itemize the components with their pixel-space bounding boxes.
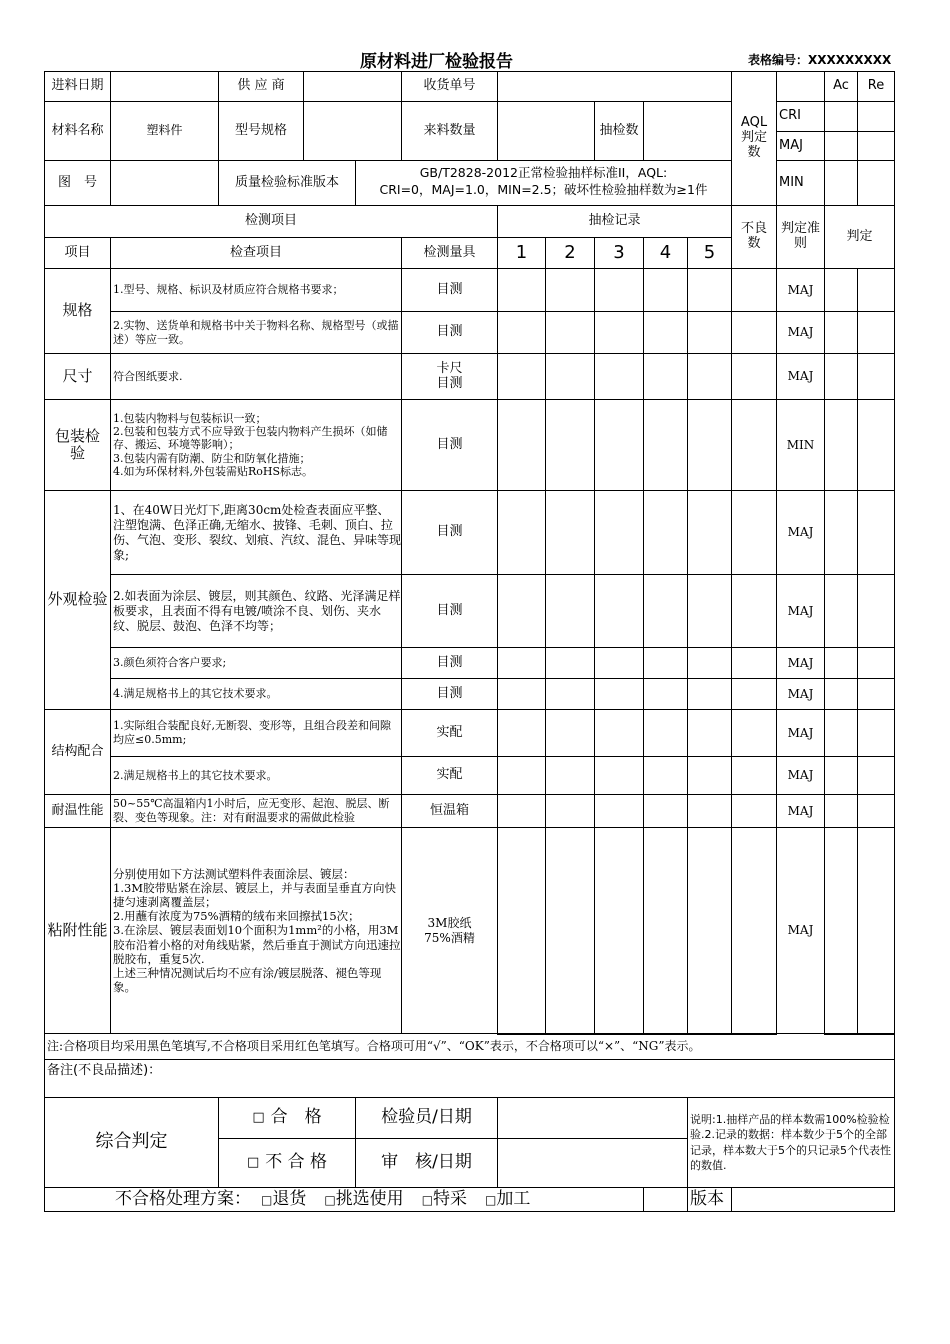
inspector-label: 检验员/日期 xyxy=(355,1097,498,1139)
criteria-cell: MAJ xyxy=(776,490,825,575)
sample-cell[interactable] xyxy=(687,353,732,400)
sample-cell[interactable] xyxy=(643,353,688,400)
sample-2-header: 2 xyxy=(545,237,595,269)
aql-blank xyxy=(776,71,825,102)
items-group-header: 检测项目 xyxy=(44,205,498,238)
sample-cell[interactable] xyxy=(594,678,644,710)
disposal-blank xyxy=(643,1187,688,1212)
sample-label: 抽检数 xyxy=(594,101,644,161)
sample-cell[interactable] xyxy=(545,709,595,757)
reviewer-value[interactable] xyxy=(497,1138,688,1188)
judge-cell[interactable] xyxy=(824,490,858,575)
sample-cell[interactable] xyxy=(497,756,546,795)
remark-label: 备注(不良品描述)： xyxy=(47,1063,162,1078)
sample-cell[interactable] xyxy=(497,647,546,679)
criteria-cell: MAJ xyxy=(776,756,825,795)
sample-cell[interactable] xyxy=(545,574,595,648)
judge-cell[interactable] xyxy=(857,647,895,679)
item-col-header: 项目 xyxy=(44,237,111,269)
judge-cell[interactable] xyxy=(857,574,895,648)
checkbox-icon: □ xyxy=(485,1192,497,1207)
judge-header: 判定 xyxy=(824,205,895,269)
pass-checkbox[interactable] xyxy=(218,1097,356,1139)
sample-cell[interactable] xyxy=(545,678,595,710)
min-re[interactable] xyxy=(857,160,895,206)
sample-cell[interactable] xyxy=(545,490,595,575)
drawing-label: 图 号 xyxy=(44,160,111,206)
sample-cell[interactable] xyxy=(687,794,732,828)
sample-3-header: 3 xyxy=(594,237,644,269)
sample-cell[interactable] xyxy=(497,678,546,710)
judge-cell[interactable] xyxy=(857,709,895,757)
sample-cell[interactable] xyxy=(594,399,644,491)
sample-cell[interactable] xyxy=(687,756,732,795)
sample-cell[interactable] xyxy=(497,794,546,828)
inspector-value[interactable] xyxy=(497,1097,688,1139)
sample-cell[interactable] xyxy=(687,574,732,648)
version-value[interactable] xyxy=(731,1187,895,1212)
check-col-header: 检查项目 xyxy=(110,237,402,269)
sample-cell[interactable] xyxy=(497,268,546,312)
min-ac[interactable] xyxy=(824,160,858,206)
judge-cell[interactable] xyxy=(824,756,858,795)
option-rework[interactable]: □加工 xyxy=(485,1188,531,1209)
cri-label: CRI xyxy=(776,101,825,132)
form-number: 表格编号：XXXXXXXXX xyxy=(748,53,892,67)
tool-col-header: 检测量具 xyxy=(401,237,498,269)
note-line: 注:合格项目均采用黑色笔填写,不合格项目采用红色笔填写。合格项可用“√”、“OK”表示，不合格项可以“×”、“NG”表示。 xyxy=(44,1033,895,1060)
material-label: 材料名称 xyxy=(44,101,111,161)
quantity-label: 来料数量 xyxy=(401,101,498,161)
check-item: 1.型号、规格、标识及材质应符合规格书要求； xyxy=(110,268,402,312)
sample-cell[interactable] xyxy=(687,311,732,354)
defect-count-cell[interactable] xyxy=(731,311,777,354)
material-value: 塑料件 xyxy=(110,101,219,161)
sample-cell[interactable] xyxy=(594,709,644,757)
sample-cell[interactable] xyxy=(594,756,644,795)
pass-label: 合 格 xyxy=(270,1107,322,1128)
sample-cell[interactable] xyxy=(594,490,644,575)
tool-cell: 实配 xyxy=(401,756,498,795)
check-item: 50~55℃高温箱内1小时后，应无变形、起泡、脱层、断裂、变色等现象。注：对有耐温要求的需做此检验 xyxy=(110,794,402,828)
supplier-value[interactable] xyxy=(303,71,402,102)
group-adhesion: 粘附性能 xyxy=(44,827,111,1034)
sample-cell[interactable] xyxy=(643,647,688,679)
defect-count-cell[interactable] xyxy=(731,827,777,1035)
reviewer-label: 审 核/日期 xyxy=(355,1138,498,1188)
sample-cell[interactable] xyxy=(497,490,546,575)
model-label: 型号规格 xyxy=(218,101,304,161)
judge-cell[interactable] xyxy=(857,399,895,491)
criteria-cell: MAJ xyxy=(776,647,825,679)
sample-cell[interactable] xyxy=(545,311,595,354)
receipt-label: 收货单号 xyxy=(401,71,498,102)
check-item: 1.包装内物料与包装标识一致； 2.包装和包装方式不应导致于包装内物料产生损坏（如储存、搬运、环境等影响）； 3.包装内需有防潮、防尘和防氧化措施； 4.如为环保材料,外包装需贴RoHS标志。 xyxy=(110,399,402,491)
check-item: 2.满足规格书上的其它技术要求。 xyxy=(110,756,402,795)
judge-cell[interactable] xyxy=(857,794,895,828)
ac-label: Ac xyxy=(824,71,858,102)
cri-ac[interactable] xyxy=(824,101,858,132)
sample-cell[interactable] xyxy=(497,399,546,491)
sample-cell[interactable] xyxy=(687,268,732,312)
sample-cell[interactable] xyxy=(545,399,595,491)
maj-ac[interactable] xyxy=(824,131,858,161)
sample-cell[interactable] xyxy=(545,827,595,1035)
check-item: 4.满足规格书上的其它技术要求。 xyxy=(110,678,402,710)
checkbox-icon: □ xyxy=(324,1192,336,1207)
sample-cell[interactable] xyxy=(497,311,546,354)
tool-cell: 目测 xyxy=(401,311,498,354)
sample-cell[interactable] xyxy=(643,490,688,575)
check-item: 1.实际组合装配良好,无断裂、变形等，且组合段差和间隙均应≤0.5mm; xyxy=(110,709,402,757)
drawing-value[interactable] xyxy=(110,160,219,206)
sample-cell[interactable] xyxy=(687,399,732,491)
sample-cell[interactable] xyxy=(497,574,546,648)
defect-count-cell[interactable] xyxy=(731,756,777,795)
sample-cell[interactable] xyxy=(545,268,595,312)
criteria-cell: MAJ xyxy=(776,827,825,1034)
tool-cell: 3M胶纸 75%酒精 xyxy=(401,827,498,1034)
judge-cell[interactable] xyxy=(824,709,858,757)
defect-count-cell[interactable] xyxy=(731,268,777,312)
check-item: 2.实物、送货单和规格书中关于物料名称、规格型号（或描述）等应一致。 xyxy=(110,311,402,354)
sample-cell[interactable] xyxy=(687,490,732,575)
sample-cell[interactable] xyxy=(594,268,644,312)
sample-cell[interactable] xyxy=(545,756,595,795)
tool-cell: 目测 xyxy=(401,268,498,312)
sample-cell[interactable] xyxy=(643,756,688,795)
checkbox-icon: □ xyxy=(252,1109,265,1125)
group-structure: 结构配合 xyxy=(44,709,111,795)
criteria-cell: MAJ xyxy=(776,574,825,648)
sample-cell[interactable] xyxy=(545,794,595,828)
judge-cell[interactable] xyxy=(824,399,858,491)
tool-cell: 目测 xyxy=(401,490,498,575)
defect-count-cell[interactable] xyxy=(731,647,777,679)
standard-value: GB/T2828-2012正常检验抽样标准II，AQL: CRI=0，MAJ=1.0，MIN=2.5；破坏性检验抽样数为≥1件 xyxy=(355,160,732,206)
records-group-header: 抽检记录 xyxy=(497,205,732,238)
sample-cell[interactable] xyxy=(497,709,546,757)
tool-cell: 目测 xyxy=(401,647,498,679)
re-label: Re xyxy=(857,71,895,102)
defect-count-cell[interactable] xyxy=(731,574,777,648)
explain-note: 说明:1.抽样产品的样本数需100%检验检验.2.记录的数据：样本数少于5个的全部记录，样本数大于5个的只记录5个代表性的数值. xyxy=(687,1097,895,1188)
fail-checkbox[interactable] xyxy=(218,1138,356,1188)
criteria-cell: MAJ xyxy=(776,709,825,757)
sample-cell[interactable] xyxy=(643,399,688,491)
defect-count-cell[interactable] xyxy=(731,709,777,757)
criteria-cell: MAJ xyxy=(776,268,825,312)
criteria-cell: MAJ xyxy=(776,794,825,828)
sample-cell[interactable] xyxy=(643,678,688,710)
version-label: 版本 xyxy=(687,1187,732,1212)
judge-cell[interactable] xyxy=(857,490,895,575)
sample-cell[interactable] xyxy=(594,794,644,828)
defect-count-cell[interactable] xyxy=(731,678,777,710)
sample-4-header: 4 xyxy=(643,237,688,269)
checkbox-icon: □ xyxy=(421,1192,434,1207)
check-item: 1、在40W日光灯下,距离30cm处检查表面应平整、注塑饱满、色泽正确,无缩水、披锋、毛刺、顶白、拉伤、气泡、变形、裂纹、划痕、汽纹、混色、异味等现象; xyxy=(110,490,402,575)
sample-cell[interactable] xyxy=(687,647,732,679)
disposal-label: 不合格处理方案： xyxy=(115,1188,251,1209)
remark-field[interactable] xyxy=(44,1059,895,1098)
option-return[interactable]: □退货 xyxy=(261,1188,307,1209)
sample-cell[interactable] xyxy=(643,574,688,648)
group-heat-resistance: 耐温性能 xyxy=(44,794,111,828)
check-item: 2.如表面为涂层、镀层，则其颜色、纹路、光泽满足样板要求，且表面不得有电镀/喷涂不良、划伤、夹水纹、脱层、鼓泡、色泽不均等； xyxy=(110,574,402,648)
sample-cell[interactable] xyxy=(643,709,688,757)
supplier-label: 供 应 商 xyxy=(218,71,304,102)
summary-label: 综合判定 xyxy=(44,1097,219,1188)
checkbox-icon: □ xyxy=(261,1192,273,1207)
date-label: 进料日期 xyxy=(44,71,111,102)
sample-cell[interactable] xyxy=(545,647,595,679)
defect-count-cell[interactable] xyxy=(731,490,777,575)
defect-count-cell[interactable] xyxy=(731,399,777,491)
criteria-cell: MAJ xyxy=(776,311,825,354)
judge-cell[interactable] xyxy=(857,756,895,795)
judge-cell[interactable] xyxy=(857,268,895,312)
sample-cell[interactable] xyxy=(545,353,595,400)
sample-cell[interactable] xyxy=(687,827,732,1035)
tool-cell: 卡尺 目测 xyxy=(401,353,498,400)
sample-5-header: 5 xyxy=(687,237,732,269)
sample-value[interactable] xyxy=(643,101,732,161)
judge-cell[interactable] xyxy=(824,647,858,679)
sample-cell[interactable] xyxy=(497,353,546,400)
cri-re[interactable] xyxy=(857,101,895,132)
criteria-cell: MAJ xyxy=(776,353,825,400)
tool-cell: 目测 xyxy=(401,678,498,710)
criteria-cell: MIN xyxy=(776,399,825,491)
judge-cell[interactable] xyxy=(824,353,858,400)
maj-re[interactable] xyxy=(857,131,895,161)
judge-cell[interactable] xyxy=(824,311,858,354)
quantity-value[interactable] xyxy=(497,101,595,161)
tool-cell: 目测 xyxy=(401,574,498,648)
sample-cell[interactable] xyxy=(594,353,644,400)
judge-cell[interactable] xyxy=(824,827,858,1035)
receipt-value[interactable] xyxy=(497,71,732,102)
aql-label: AQL 判定 数 xyxy=(731,71,777,206)
group-dimension: 尺寸 xyxy=(44,353,111,400)
disposal-row xyxy=(44,1187,644,1212)
sample-1-header: 1 xyxy=(497,237,546,269)
criteria-header: 判定准 则 xyxy=(776,205,825,269)
sample-cell[interactable] xyxy=(497,827,546,1035)
model-value[interactable] xyxy=(303,101,402,161)
option-select-use[interactable]: □挑选使用 xyxy=(324,1188,404,1209)
sample-cell[interactable] xyxy=(594,574,644,648)
tool-cell: 目测 xyxy=(401,399,498,491)
sample-cell[interactable] xyxy=(643,311,688,354)
min-label: MIN xyxy=(776,160,825,206)
sample-cell[interactable] xyxy=(643,794,688,828)
sample-cell[interactable] xyxy=(594,827,644,1035)
judge-cell[interactable] xyxy=(824,268,858,312)
check-item: 3.颜色须符合客户要求; xyxy=(110,647,402,679)
defect-count-cell[interactable] xyxy=(731,353,777,400)
judge-cell[interactable] xyxy=(857,311,895,354)
report-title: 原材料进厂检验报告 xyxy=(360,52,513,72)
sample-cell[interactable] xyxy=(643,827,688,1035)
tool-cell: 恒温箱 xyxy=(401,794,498,828)
sample-cell[interactable] xyxy=(643,268,688,312)
judge-cell[interactable] xyxy=(857,678,895,710)
sample-cell[interactable] xyxy=(594,647,644,679)
maj-label: MAJ xyxy=(776,131,825,161)
tool-cell: 实配 xyxy=(401,709,498,757)
sample-cell[interactable] xyxy=(594,311,644,354)
checkbox-icon: □ xyxy=(246,1154,260,1170)
defects-header: 不良 数 xyxy=(731,205,777,269)
judge-cell[interactable] xyxy=(857,827,895,1035)
judge-cell[interactable] xyxy=(824,678,858,710)
judge-cell[interactable] xyxy=(824,574,858,648)
group-appearance: 外观检验 xyxy=(44,490,111,710)
fail-label: 不 合 格 xyxy=(265,1152,328,1173)
judge-cell[interactable] xyxy=(857,353,895,400)
judge-cell[interactable] xyxy=(824,794,858,828)
standard-label: 质量检验标准版本 xyxy=(218,160,356,206)
date-value[interactable] xyxy=(110,71,219,102)
check-item: 分别使用如下方法测试塑料件表面涂层、镀层： 1.3M胶带贴紧在涂层、镀层上，并与表面呈垂直方向快捷匀速剥离覆盖层； 2.用蘸有浓度为75%酒精的绒布来回擦拭15次； 3.在涂层、镀层表面划10个面积为1mm²的小格，用3M胶布沿着小格的对角线贴紧，然后垂直于测试方向迅速拉脱胶布，重复5次. 上述三种情况测试后均不应有涂/镀层脱落、褪色等现象。 xyxy=(110,827,402,1034)
defect-count-cell[interactable] xyxy=(731,794,777,828)
option-special[interactable]: □特采 xyxy=(421,1188,468,1209)
check-item: 符合图纸要求. xyxy=(110,353,402,400)
criteria-cell: MAJ xyxy=(776,678,825,710)
sample-cell[interactable] xyxy=(687,709,732,757)
group-packaging: 包装检 验 xyxy=(44,399,111,491)
sample-cell[interactable] xyxy=(687,678,732,710)
group-spec: 规格 xyxy=(44,268,111,354)
